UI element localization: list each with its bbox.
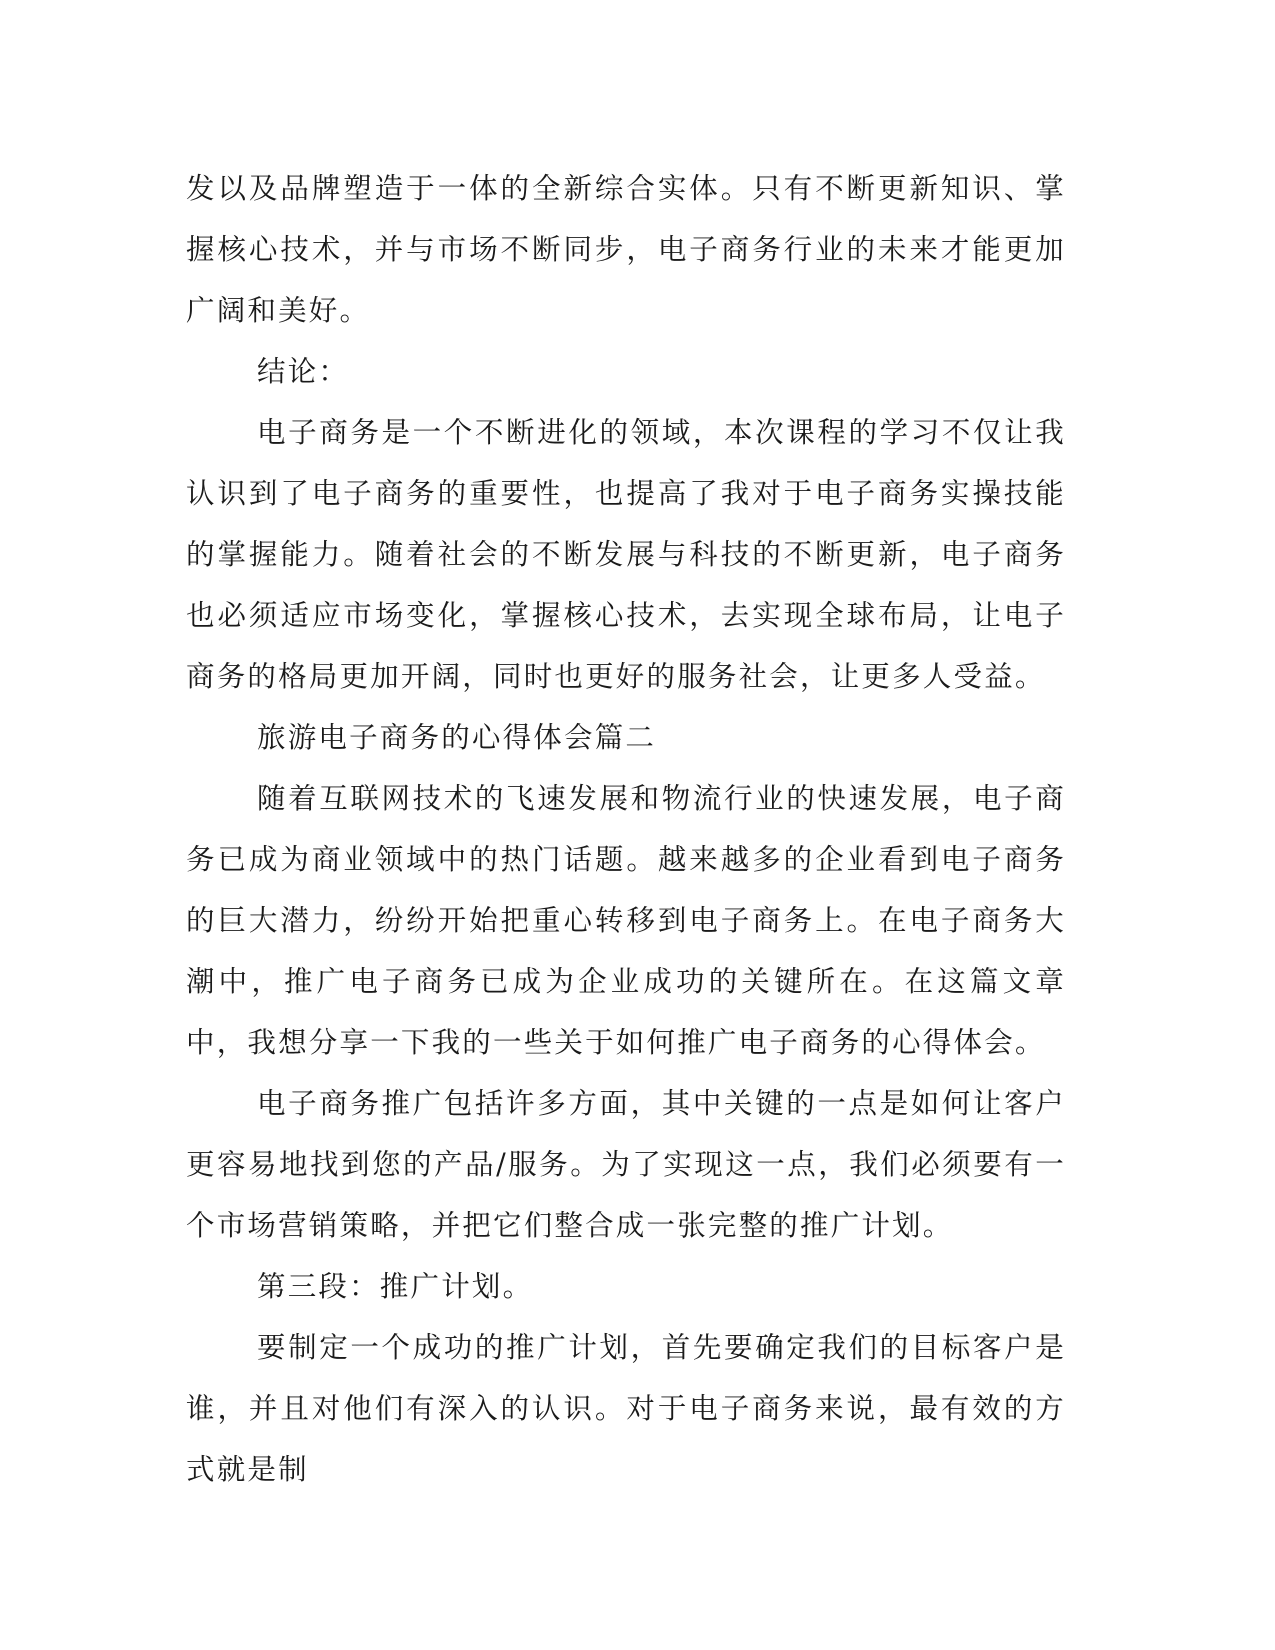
heading-conclusion: 结论： [257, 355, 350, 388]
paragraph-plan: 要制定一个成功的推广计划，首先要确定我们的目标客户是谁，并且对他们有深入的认识。对于电子商务来说，最有效的方式就是制 [186, 1331, 1066, 1486]
paragraph-conclusion: 电子商务是一个不断进化的领域，本次课程的学习不仅让我认识到了电子商务的重要性，也提高了我对于电子商务实操技能的掌握能力。随着社会的不断发展与科技的不断更新，电子商务也必须适应市场变化，掌握核心技术，去实现全球布局，让电子商务的格局更加开阔，同时也更好的服务社会，让更多人受益。 [186, 416, 1066, 693]
paragraph-intro: 随着互联网技术的飞速发展和物流行业的快速发展，电子商务已成为商业领域中的热门话题。越来越多的企业看到电子商务的巨大潜力，纷纷开始把重心转移到电子商务上。在电子商务大潮中，推广电子商务已成为企业成功的关键所在。在这篇文章中，我想分享一下我的一些关于如何推广电子商务的心得体会。 [186, 782, 1066, 1059]
heading-section-three: 第三段：推广计划。 [257, 1270, 534, 1303]
section-title: 旅游电子商务的心得体会篇二 [257, 721, 657, 754]
paragraph-continued: 发以及品牌塑造于一体的全新综合实体。只有不断更新知识、掌握核心技术，并与市场不断同步，电子商务行业的未来才能更加广阔和美好。 [186, 172, 1066, 327]
document-body [186, 158, 1066, 1500]
paragraph-promotion: 电子商务推广包括许多方面，其中关键的一点是如何让客户更容易地找到您的产品/服务。为了实现这一点，我们必须要有一个市场营销策略，并把它们整合成一张完整的推广计划。 [186, 1087, 1066, 1242]
